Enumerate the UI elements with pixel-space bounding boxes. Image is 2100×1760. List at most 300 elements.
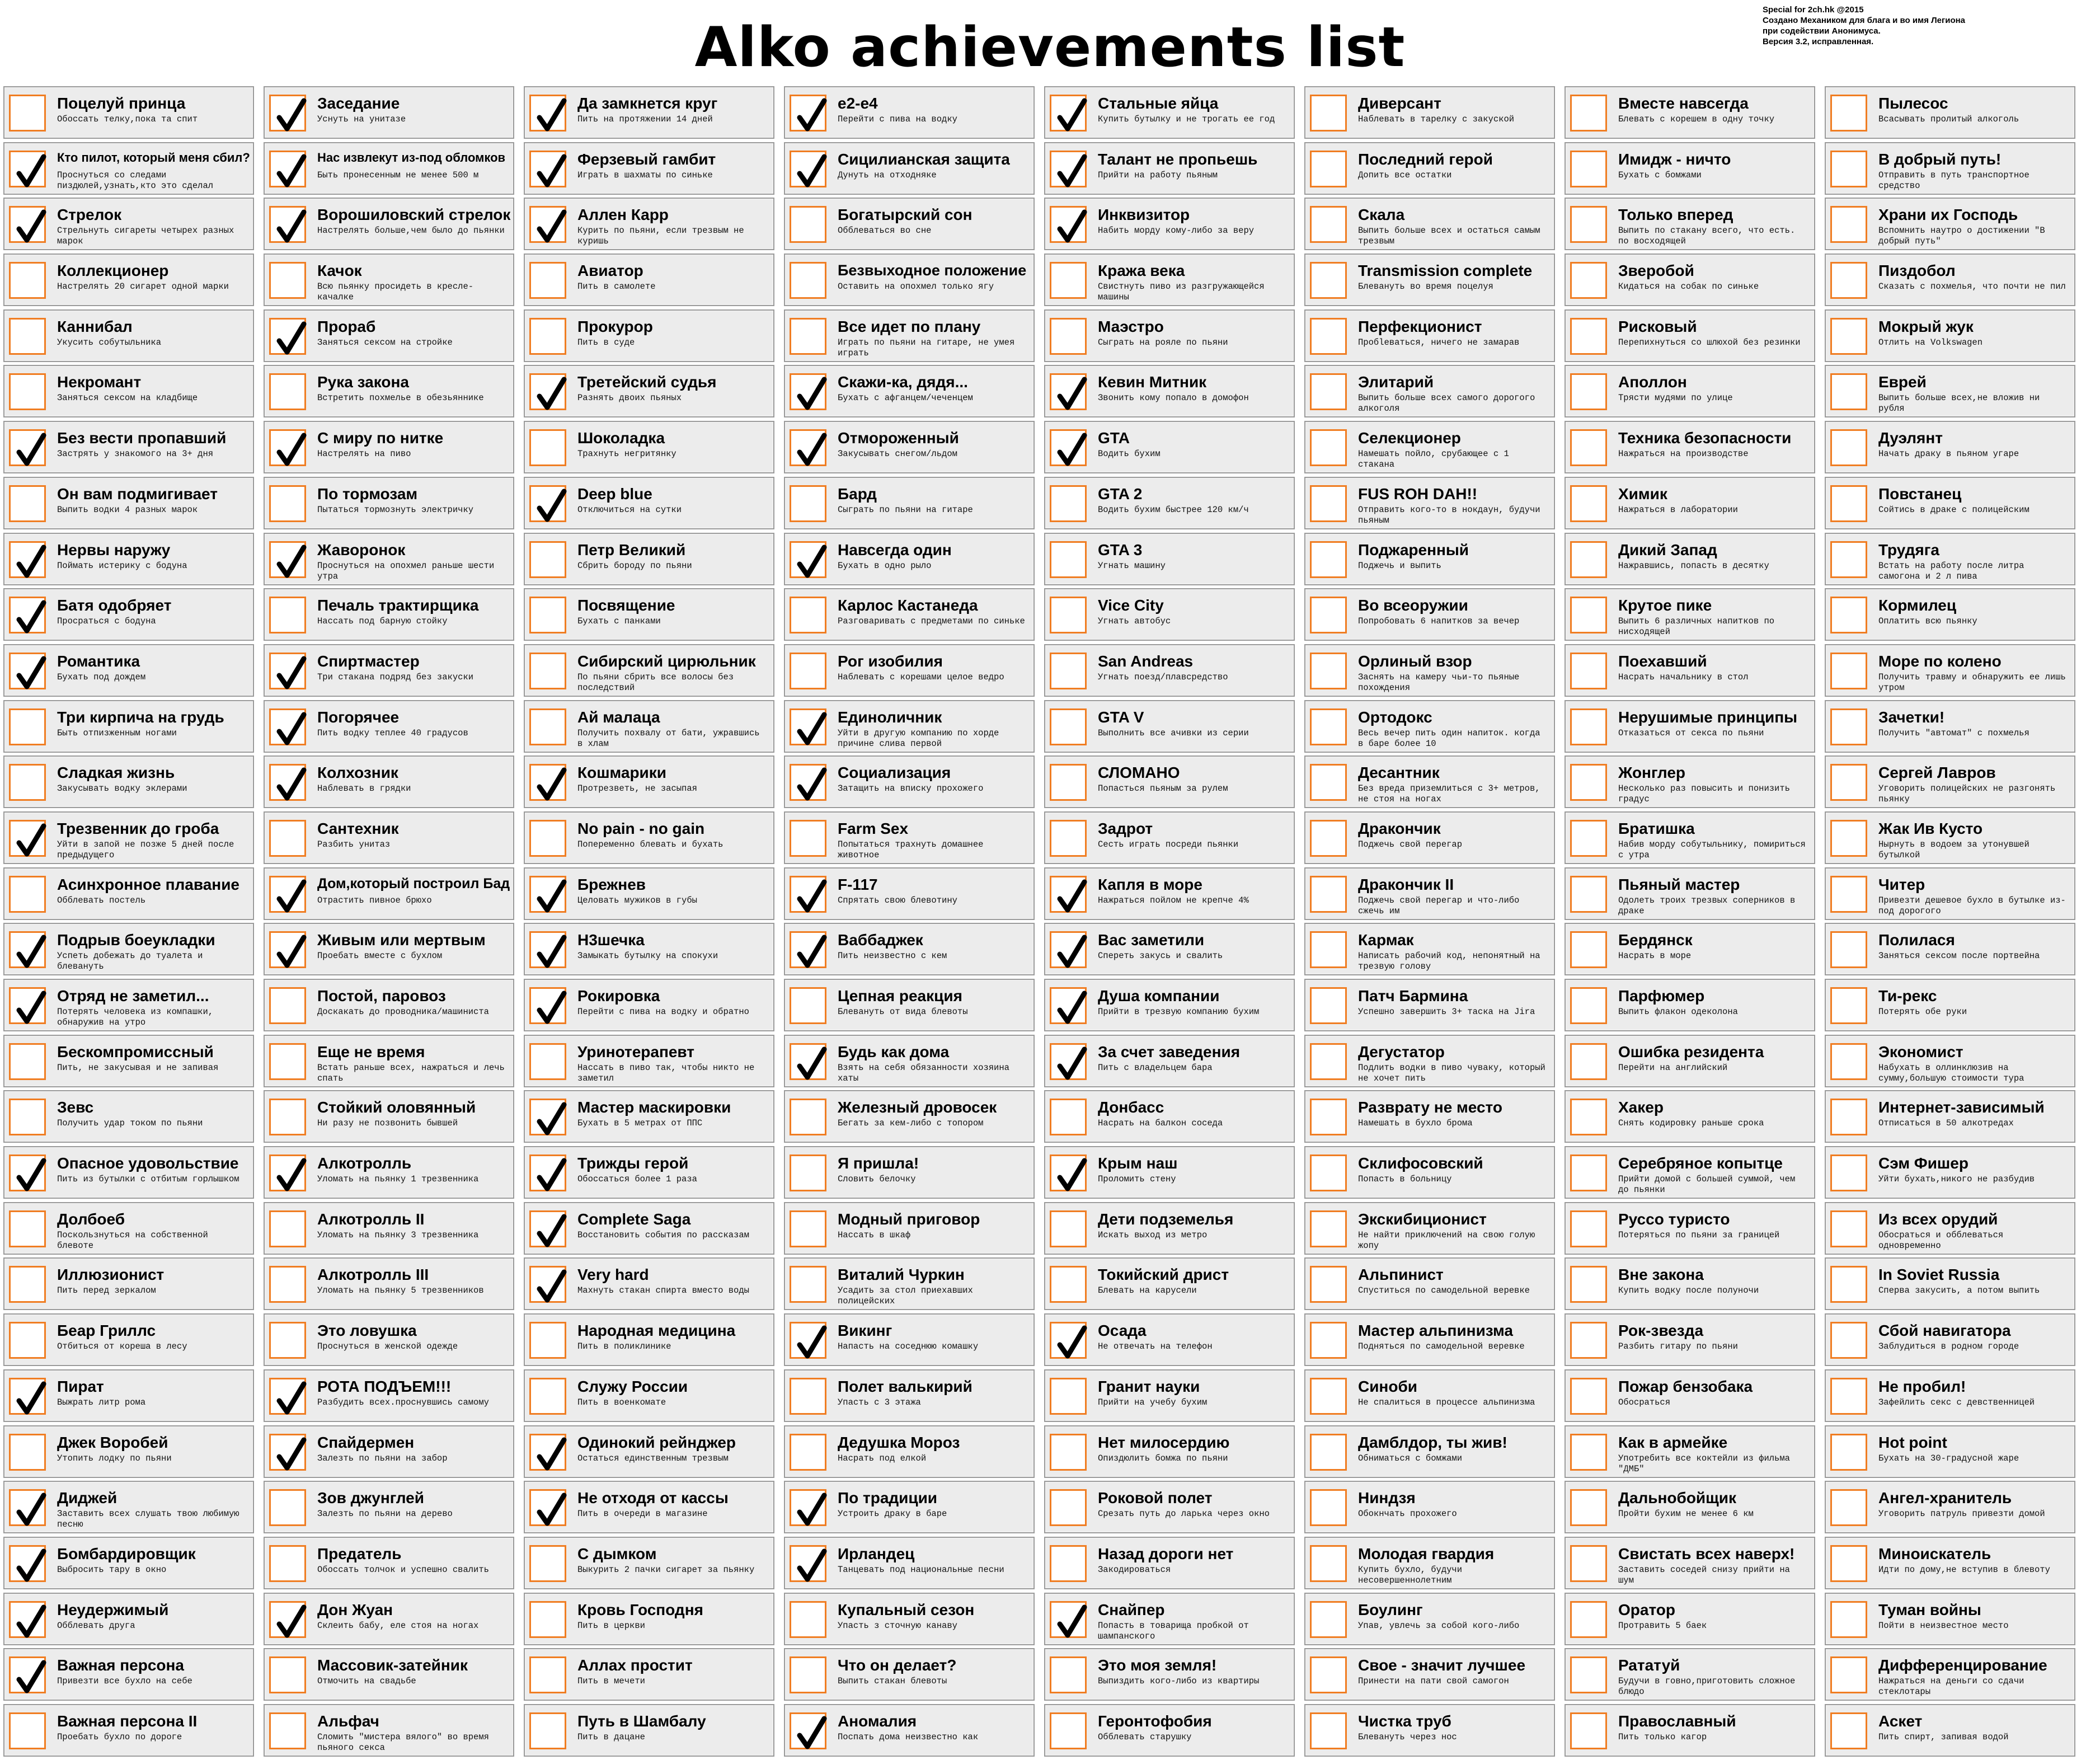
achievement-checkbox[interactable] [269, 1099, 306, 1135]
achievement-checkbox[interactable] [529, 1322, 566, 1359]
check-icon [15, 990, 47, 1027]
achievement-item [1304, 755, 1555, 808]
achievement-checkbox[interactable] [9, 485, 46, 522]
achievement-checkbox[interactable] [9, 1434, 46, 1471]
achievement-checkbox[interactable] [1570, 151, 1607, 187]
achievement-checkbox[interactable] [1570, 876, 1607, 913]
achievement-checkbox[interactable] [1570, 1154, 1607, 1191]
achievement-checkbox[interactable] [1570, 987, 1607, 1024]
achievement-checkbox[interactable] [9, 1043, 46, 1080]
achievement-checkbox[interactable] [269, 820, 306, 857]
achievement-checkbox[interactable] [9, 1712, 46, 1749]
achievement-checkbox[interactable] [1570, 1434, 1607, 1471]
achievement-description: Проебать бухло по дороге [57, 1731, 182, 1742]
achievement-checkbox[interactable] [1050, 1322, 1087, 1359]
achievement-checkbox[interactable] [1830, 597, 1867, 633]
achievement-checkbox[interactable] [1310, 541, 1347, 578]
achievement-checkbox[interactable] [9, 653, 46, 689]
achievement-checkbox[interactable] [1310, 95, 1347, 132]
achievement-checkbox[interactable] [269, 485, 306, 522]
achievement-name: Полилася [1878, 931, 1955, 949]
achievement-item [1044, 421, 1295, 473]
achievement-checkbox[interactable] [1570, 1378, 1607, 1415]
achievement-checkbox[interactable] [9, 1210, 46, 1247]
achievement-checkbox[interactable] [1310, 429, 1347, 466]
achievement-checkbox[interactable] [9, 1099, 46, 1135]
achievement-checkbox[interactable] [1310, 1322, 1347, 1359]
achievement-checkbox[interactable] [1570, 485, 1607, 522]
achievement-checkbox[interactable] [1570, 1043, 1607, 1080]
achievement-checkbox[interactable] [529, 95, 566, 132]
achievement-checkbox[interactable] [1050, 429, 1087, 466]
achievement-checkbox[interactable] [1830, 764, 1867, 801]
achievement-checkbox[interactable] [269, 1043, 306, 1080]
achievement-checkbox[interactable] [529, 876, 566, 913]
achievement-checkbox[interactable] [529, 206, 566, 243]
achievement-checkbox[interactable] [9, 1656, 46, 1693]
achievement-description: Обокнчать прохожего [1358, 1509, 1457, 1519]
achievement-checkbox[interactable] [1050, 1099, 1087, 1135]
achievement-checkbox[interactable] [269, 764, 306, 801]
achievement-checkbox[interactable] [1050, 708, 1087, 745]
achievement-checkbox[interactable] [1570, 1322, 1607, 1359]
achievement-checkbox[interactable] [529, 1043, 566, 1080]
achievement-checkbox[interactable] [9, 708, 46, 745]
achievement-checkbox[interactable] [529, 597, 566, 633]
achievement-description: Свистнуть пиво из разгружающейся машины [1098, 281, 1265, 303]
achievement-description: Вспомнить наутро о достижении "В добрый путь" [1878, 226, 2045, 247]
achievement-description: Получить травму и обнаружить ее лишь утром [1878, 672, 2066, 693]
achievement-checkbox[interactable] [269, 597, 306, 633]
achievement-checkbox[interactable] [790, 206, 826, 243]
achievement-item [1304, 979, 1555, 1031]
achievement-checkbox[interactable] [790, 429, 826, 466]
achievement-checkbox[interactable] [529, 708, 566, 745]
achievement-checkbox[interactable] [1050, 541, 1087, 578]
achievement-checkbox[interactable] [529, 1601, 566, 1638]
achievement-item [524, 309, 774, 362]
achievement-checkbox[interactable] [790, 1489, 826, 1526]
achievement-checkbox[interactable] [269, 1378, 306, 1415]
achievement-checkbox[interactable] [1830, 151, 1867, 187]
achievement-name: Навсегда один [838, 541, 952, 558]
achievement-checkbox[interactable] [1830, 429, 1867, 466]
achievement-checkbox[interactable] [1050, 987, 1087, 1024]
achievement-checkbox[interactable] [1830, 1489, 1867, 1526]
achievement-checkbox[interactable] [1570, 653, 1607, 689]
achievement-name: Бескомпромиссный [57, 1043, 214, 1060]
achievement-name: Все идет по плану [838, 317, 981, 335]
achievement-item [784, 811, 1035, 864]
achievement-checkbox[interactable] [1310, 1099, 1347, 1135]
achievement-checkbox[interactable] [529, 987, 566, 1024]
achievement-checkbox[interactable] [1830, 485, 1867, 522]
achievement-checkbox[interactable] [790, 262, 826, 299]
achievement-checkbox[interactable] [1570, 931, 1607, 968]
achievement-checkbox[interactable] [1830, 1378, 1867, 1415]
achievement-checkbox[interactable] [269, 1434, 306, 1471]
achievement-checkbox[interactable] [1830, 541, 1867, 578]
achievement-checkbox[interactable] [1830, 708, 1867, 745]
achievement-item [1825, 86, 2075, 139]
achievement-checkbox[interactable] [269, 708, 306, 745]
achievement-checkbox[interactable] [1310, 1378, 1347, 1415]
achievement-description: Бегать за кем-либо с топором [838, 1118, 984, 1129]
check-icon [1055, 432, 1088, 469]
achievement-checkbox[interactable] [1830, 1601, 1867, 1638]
achievement-checkbox[interactable] [1310, 206, 1347, 243]
achievement-checkbox[interactable] [269, 931, 306, 968]
achievement-checkbox[interactable] [9, 429, 46, 466]
achievement-checkbox[interactable] [1310, 876, 1347, 913]
achievement-checkbox[interactable] [790, 597, 826, 633]
achievement-checkbox[interactable] [1050, 820, 1087, 857]
achievement-checkbox[interactable] [1830, 931, 1867, 968]
achievement-checkbox[interactable] [9, 541, 46, 578]
achievement-description: Обблевать старушку [1098, 1731, 1192, 1742]
achievement-name: Стальные яйца [1098, 95, 1219, 112]
achievement-description: Несколько раз повысить и понизить градус [1618, 783, 1790, 805]
achievement-checkbox[interactable] [1050, 373, 1087, 410]
achievement-checkbox[interactable] [1310, 1266, 1347, 1303]
achievement-checkbox[interactable] [269, 1545, 306, 1582]
achievement-checkbox[interactable] [1570, 95, 1607, 132]
achievement-checkbox[interactable] [1050, 597, 1087, 633]
achievement-checkbox[interactable] [1830, 1099, 1867, 1135]
achievement-checkbox[interactable] [1830, 262, 1867, 299]
achievement-checkbox[interactable] [529, 820, 566, 857]
achievement-checkbox[interactable] [269, 1656, 306, 1693]
achievement-checkbox[interactable] [1050, 1378, 1087, 1415]
achievement-description: Водить бухим [1098, 449, 1161, 459]
achievement-checkbox[interactable] [269, 95, 306, 132]
achievement-item [1565, 1090, 1815, 1143]
achievement-description: Перейти с пива на водку [838, 114, 957, 124]
achievement-checkbox[interactable] [1310, 485, 1347, 522]
achievement-item [264, 1313, 514, 1366]
achievement-checkbox[interactable] [1570, 318, 1607, 355]
achievement-checkbox[interactable] [790, 1545, 826, 1582]
achievement-checkbox[interactable] [269, 151, 306, 187]
achievement-description: Пробleваться, ничего не замарав [1358, 337, 1520, 348]
achievement-checkbox[interactable] [269, 373, 306, 410]
achievement-checkbox[interactable] [790, 1043, 826, 1080]
achievement-item [264, 533, 514, 585]
achievement-checkbox[interactable] [9, 1378, 46, 1415]
achievement-checkbox[interactable] [269, 429, 306, 466]
achievement-name: Трезвенник до гроба [57, 819, 219, 837]
achievement-checkbox[interactable] [1310, 1043, 1347, 1080]
achievement-checkbox[interactable] [529, 653, 566, 689]
achievement-description: Застрять у знакомого на 3+ дня [57, 449, 214, 459]
achievement-checkbox[interactable] [1310, 931, 1347, 968]
achievement-checkbox[interactable] [1830, 373, 1867, 410]
achievement-checkbox[interactable] [1570, 1656, 1607, 1693]
achievement-checkbox[interactable] [269, 262, 306, 299]
achievement-checkbox[interactable] [790, 1266, 826, 1303]
achievement-checkbox[interactable] [1050, 876, 1087, 913]
achievement-checkbox[interactable] [529, 1489, 566, 1526]
achievement-checkbox[interactable] [1570, 1210, 1607, 1247]
achievement-name: Диверсант [1358, 95, 1441, 112]
achievement-checkbox[interactable] [269, 876, 306, 913]
achievement-checkbox[interactable] [1570, 1545, 1607, 1582]
achievement-checkbox[interactable] [1830, 987, 1867, 1024]
achievement-checkbox[interactable] [1050, 1154, 1087, 1191]
achievement-checkbox[interactable] [1830, 1545, 1867, 1582]
achievement-checkbox[interactable] [1050, 485, 1087, 522]
achievement-checkbox[interactable] [269, 1322, 306, 1359]
achievement-checkbox[interactable] [790, 95, 826, 132]
achievement-checkbox[interactable] [790, 876, 826, 913]
achievement-name: Инквизитор [1098, 206, 1190, 224]
achievement-checkbox[interactable] [1050, 764, 1087, 801]
achievement-checkbox[interactable] [269, 206, 306, 243]
achievement-checkbox[interactable] [1310, 318, 1347, 355]
achievement-description: Закодироваться [1098, 1564, 1171, 1575]
achievement-checkbox[interactable] [9, 318, 46, 355]
achievement-name: Качок [317, 262, 362, 280]
achievement-checkbox[interactable] [269, 987, 306, 1024]
achievement-checkbox[interactable] [1050, 653, 1087, 689]
achievement-item [1825, 923, 2075, 975]
achievement-checkbox[interactable] [790, 987, 826, 1024]
achievement-checkbox[interactable] [1310, 653, 1347, 689]
achievement-name: Сэм Фишер [1878, 1154, 1969, 1172]
achievement-checkbox[interactable] [269, 1712, 306, 1749]
achievement-item [784, 923, 1035, 975]
achievement-checkbox[interactable] [9, 1322, 46, 1359]
achievement-checkbox[interactable] [1570, 262, 1607, 299]
check-icon [15, 1604, 47, 1641]
achievement-checkbox[interactable] [790, 1656, 826, 1693]
achievement-checkbox[interactable] [9, 95, 46, 132]
achievement-checkbox[interactable] [1310, 708, 1347, 745]
achievement-checkbox[interactable] [9, 1489, 46, 1526]
achievement-description: Пить, не закусывая и не запивая [57, 1062, 219, 1073]
achievement-checkbox[interactable] [790, 931, 826, 968]
achievement-checkbox[interactable] [790, 1099, 826, 1135]
achievement-checkbox[interactable] [9, 262, 46, 299]
achievement-checkbox[interactable] [9, 1601, 46, 1638]
achievement-checkbox[interactable] [1310, 1489, 1347, 1526]
check-icon [275, 321, 307, 358]
achievement-checkbox[interactable] [1570, 764, 1607, 801]
achievement-checkbox[interactable] [1830, 1266, 1867, 1303]
achievement-item [264, 1481, 514, 1533]
achievement-checkbox[interactable] [9, 597, 46, 633]
achievement-checkbox[interactable] [1310, 1210, 1347, 1247]
achievement-checkbox[interactable] [9, 206, 46, 243]
achievement-name: Во всеоружии [1358, 597, 1468, 614]
achievement-checkbox[interactable] [1050, 206, 1087, 243]
achievement-checkbox[interactable] [529, 373, 566, 410]
achievement-checkbox[interactable] [790, 1434, 826, 1471]
achievement-checkbox[interactable] [1830, 1210, 1867, 1247]
achievement-checkbox[interactable] [269, 1154, 306, 1191]
achievement-name: Сергей Лавров [1878, 764, 1996, 782]
achievement-item [264, 309, 514, 362]
achievement-checkbox[interactable] [790, 151, 826, 187]
achievement-checkbox[interactable] [269, 318, 306, 355]
achievement-item [1044, 142, 1295, 195]
achievement-checkbox[interactable] [529, 764, 566, 801]
achievement-description: Насрать начальнику в стол [1618, 672, 1749, 682]
achievement-checkbox[interactable] [1570, 1601, 1607, 1638]
achievement-checkbox[interactable] [1310, 262, 1347, 299]
achievement-checkbox[interactable] [1830, 206, 1867, 243]
achievement-checkbox[interactable] [1310, 151, 1347, 187]
achievement-checkbox[interactable] [9, 373, 46, 410]
achievement-name: Третейский судья [577, 373, 717, 391]
achievement-checkbox[interactable] [1310, 1545, 1347, 1582]
achievement-checkbox[interactable] [790, 541, 826, 578]
achievement-checkbox[interactable] [1830, 1712, 1867, 1749]
achievement-checkbox[interactable] [1310, 764, 1347, 801]
check-icon [535, 879, 567, 916]
achievement-checkbox[interactable] [790, 1154, 826, 1191]
achievement-checkbox[interactable] [1830, 1154, 1867, 1191]
achievement-description: Наблевать с корешами целое ведро [838, 672, 1004, 682]
achievement-checkbox[interactable] [790, 1322, 826, 1359]
achievement-name: Геронтофобия [1098, 1712, 1212, 1730]
achievement-checkbox[interactable] [1050, 262, 1087, 299]
achievement-checkbox[interactable] [9, 1154, 46, 1191]
achievement-checkbox[interactable] [1830, 653, 1867, 689]
achievement-checkbox[interactable] [529, 541, 566, 578]
achievement-checkbox[interactable] [529, 1378, 566, 1415]
achievement-checkbox[interactable] [1830, 1043, 1867, 1080]
achievement-checkbox[interactable] [1830, 95, 1867, 132]
achievement-checkbox[interactable] [1570, 541, 1607, 578]
achievement-item [264, 867, 514, 920]
achievement-checkbox[interactable] [1830, 876, 1867, 913]
achievement-name: В добрый путь! [1878, 150, 2002, 168]
achievement-checkbox[interactable] [1050, 1712, 1087, 1749]
achievement-checkbox[interactable] [529, 318, 566, 355]
achievement-checkbox[interactable] [1570, 373, 1607, 410]
achievement-checkbox[interactable] [790, 764, 826, 801]
achievement-checkbox[interactable] [529, 1545, 566, 1582]
achievement-checkbox[interactable] [1570, 597, 1607, 633]
achievement-description: Отлить на Volkswagen [1878, 337, 1983, 348]
achievement-checkbox[interactable] [1050, 95, 1087, 132]
achievement-checkbox[interactable] [9, 931, 46, 968]
achievement-checkbox[interactable] [1310, 1154, 1347, 1191]
achievement-checkbox[interactable] [529, 931, 566, 968]
achievement-checkbox[interactable] [529, 262, 566, 299]
achievement-checkbox[interactable] [790, 653, 826, 689]
achievement-checkbox[interactable] [529, 1099, 566, 1135]
achievement-checkbox[interactable] [790, 1378, 826, 1415]
achievement-checkbox[interactable] [1310, 1434, 1347, 1471]
achievement-name: Кевин Митник [1098, 373, 1207, 391]
achievement-description: Сбрить бороду по пьяни [577, 560, 692, 571]
achievement-name: Жак Ив Кусто [1878, 819, 1983, 837]
achievement-checkbox[interactable] [1570, 206, 1607, 243]
achievement-checkbox[interactable] [269, 1489, 306, 1526]
achievement-checkbox[interactable] [1570, 1712, 1607, 1749]
achievement-checkbox[interactable] [529, 485, 566, 522]
achievement-checkbox[interactable] [1050, 151, 1087, 187]
achievement-checkbox[interactable] [1310, 1712, 1347, 1749]
achievement-checkbox[interactable] [790, 318, 826, 355]
achievement-checkbox[interactable] [529, 1712, 566, 1749]
achievement-checkbox[interactable] [1830, 318, 1867, 355]
achievement-checkbox[interactable] [790, 485, 826, 522]
achievement-item [264, 1369, 514, 1422]
achievement-checkbox[interactable] [1310, 1656, 1347, 1693]
achievement-checkbox[interactable] [1050, 318, 1087, 355]
achievement-checkbox[interactable] [529, 151, 566, 187]
achievement-checkbox[interactable] [790, 1601, 826, 1638]
achievement-checkbox[interactable] [1570, 1266, 1607, 1303]
achievement-checkbox[interactable] [269, 653, 306, 689]
achievement-checkbox[interactable] [1050, 1545, 1087, 1582]
achievement-checkbox[interactable] [790, 708, 826, 745]
achievement-checkbox[interactable] [9, 1545, 46, 1582]
achievement-checkbox[interactable] [790, 1712, 826, 1749]
achievement-checkbox[interactable] [1310, 373, 1347, 410]
achievement-checkbox[interactable] [1050, 1434, 1087, 1471]
achievement-checkbox[interactable] [269, 1266, 306, 1303]
achievement-checkbox[interactable] [9, 876, 46, 913]
achievement-checkbox[interactable] [9, 151, 46, 187]
achievement-checkbox[interactable] [9, 1266, 46, 1303]
achievement-checkbox[interactable] [1830, 1322, 1867, 1359]
achievement-checkbox[interactable] [790, 373, 826, 410]
achievement-checkbox[interactable] [529, 1434, 566, 1471]
achievement-checkbox[interactable] [529, 1656, 566, 1693]
achievement-checkbox[interactable] [9, 764, 46, 801]
achievement-checkbox[interactable] [1310, 597, 1347, 633]
achievement-checkbox[interactable] [269, 541, 306, 578]
achievement-checkbox[interactable] [529, 429, 566, 466]
achievement-item [264, 421, 514, 473]
achievement-checkbox[interactable] [269, 1601, 306, 1638]
achievement-checkbox[interactable] [1570, 708, 1607, 745]
achievement-checkbox[interactable] [1050, 1210, 1087, 1247]
achievement-checkbox[interactable] [1570, 429, 1607, 466]
achievement-checkbox[interactable] [1050, 1043, 1087, 1080]
achievement-name: РОТА ПОДЪЕМ!!! [317, 1377, 452, 1395]
achievement-description: Купить бухло, будучи несовершеннолетним [1358, 1564, 1463, 1585]
achievement-description: Наблевать в грядки [317, 783, 411, 794]
achievement-checkbox[interactable] [1310, 820, 1347, 857]
achievement-checkbox[interactable] [1050, 1266, 1087, 1303]
achievement-checkbox[interactable] [9, 820, 46, 857]
achievement-checkbox[interactable] [1050, 1656, 1087, 1693]
achievement-checkbox[interactable] [1050, 931, 1087, 968]
achievement-checkbox[interactable] [1050, 1489, 1087, 1526]
achievement-checkbox[interactable] [529, 1266, 566, 1303]
achievement-checkbox[interactable] [1050, 1601, 1087, 1638]
achievement-checkbox[interactable] [790, 820, 826, 857]
achievement-checkbox[interactable] [529, 1154, 566, 1191]
achievement-checkbox[interactable] [1310, 987, 1347, 1024]
achievement-checkbox[interactable] [1570, 820, 1607, 857]
achievement-checkbox[interactable] [1830, 820, 1867, 857]
achievement-checkbox[interactable] [1830, 1656, 1867, 1693]
achievement-checkbox[interactable] [790, 1210, 826, 1247]
achievement-checkbox[interactable] [1310, 1601, 1347, 1638]
achievement-checkbox[interactable] [529, 1210, 566, 1247]
achievement-checkbox[interactable] [269, 1210, 306, 1247]
achievement-checkbox[interactable] [1570, 1099, 1607, 1135]
achievement-checkbox[interactable] [9, 987, 46, 1024]
achievement-checkbox[interactable] [1830, 1434, 1867, 1471]
achievement-checkbox[interactable] [1570, 1489, 1607, 1526]
